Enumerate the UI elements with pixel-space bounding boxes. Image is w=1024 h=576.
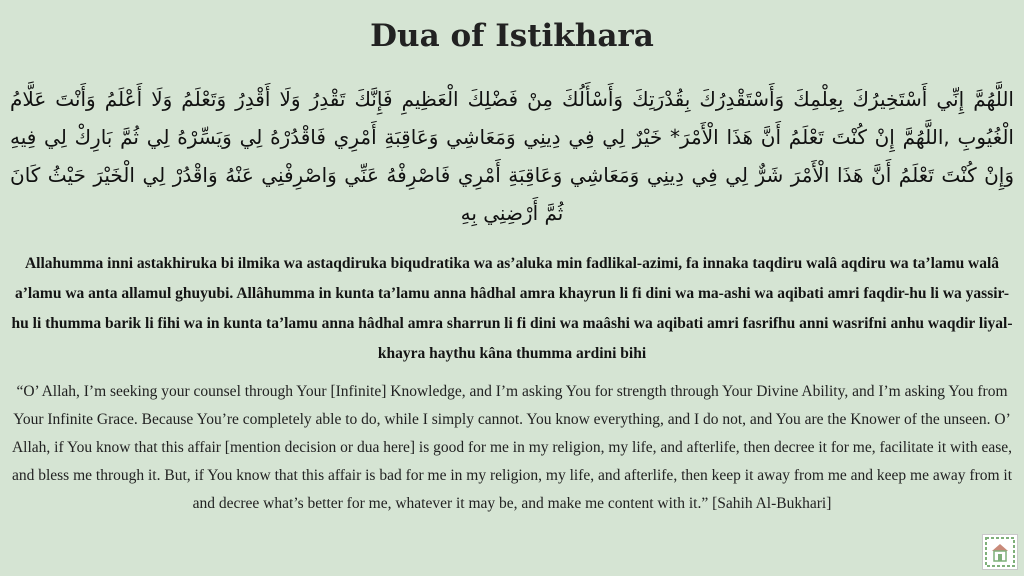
transliteration-text: Allahumma inni astakhiruka bi ilmika wa astaqdiruka biqudratika wa as’aluka min fadlikal-azimi, fa innaka taqdiru walâ aqdiru wa ta’lamu walâ a’lamu wa anta allamul ghuyubi. Allâhumma in kunta ta’lamu anna hâdhal amra khayrun li fi dini wa ma-ashi wa aqibati amri faqdir-hu li wa yassir-hu li thumma barik li fihi wa in kunta ta’lamu anna hâdhal amra sharrun li fi dini wa maâshi wa aqibati amri fasrifhu anni wasrifni anhu waqdir liyal-khayra haythu kâna thumma ardini bihi [11, 255, 1013, 362]
page-title: Dua of Istikhara [370, 18, 654, 54]
site-logo[interactable] [982, 534, 1018, 570]
arabic-dua-text: اللَّهُمَّ إِنِّي أَسْتَخِيرُكَ بِعِلْمِكَ وَأَسْتَقْدِرُكَ بِقُدْرَتِكَ وَأَسْأَلُكَ مِنْ فَضْلِكَ الْعَظِيمِ فَإِنَّكَ تَقْدِرُ وَلَا أَقْدِرُ وَتَعْلَمُ وَلَا أَعْلَمُ وَأَنْتَ عَلَّامُ الْغُيُوبِ ,اللَّهُمَّ إِنْ كُنْتَ تَعْلَمُ أَنَّ هَذَا الْأَمْرَ* خَيْرٌ لِي فِي دِينِي وَمَعَاشِي وَعَاقِبَةِ أَمْرِي فَاقْدُرْهُ لِي وَيَسِّرْهُ لِي ثُمَّ بَارِكْ لِي فِيهِ وَإِنْ كُنْتَ تَعْلَمُ أَنَّ هَذَا الْأَمْرَ شَرٌّ لِي فِي دِينِي وَمَعَاشِي وَعَاقِبَةِ أَمْرِي فَاصْرِفْهُ عَنِّي وَاصْرِفْنِي عَنْهُ وَاقْدُرْ لِي الْخَيْرَ حَيْثُ كَانَ ثُمَّ أَرْضِنِي بِهِ [10, 87, 1014, 225]
mosque-house-icon [983, 535, 1017, 569]
english-translation-text: “O’ Allah, I’m seeking your counsel through Your [Infinite] Knowledge, and I’m asking You for strength through Your Divine Ability, and I’m asking You from Your Infinite Grace. Because You’re completely able to do, while I simply cannot. You know everything, and I do not, and You are the Knower of the unseen. O’ Allah, if You know that this affair [mention decision or dua here] is good for me in my religion, my life, and afterlife, then decree it for me, facilitate it with ease, and bless me through it. But, if You know that this affair is bad for me in my religion, my life, and afterlife, then keep it away from me and keep me away from it and decree what’s better for me, whatever it may be, and make me content with it.” [Sahih Al-Bukhari] [11, 383, 1013, 512]
